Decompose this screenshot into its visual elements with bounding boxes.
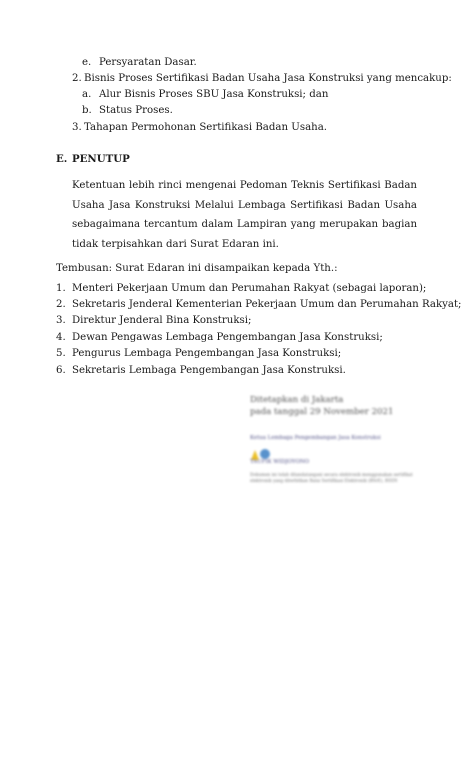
- list-marker: 4.: [56, 332, 66, 343]
- list-marker: 3.: [72, 122, 82, 133]
- list-marker: e.: [82, 57, 92, 68]
- signature-block: [250, 394, 420, 484]
- list-marker: 3.: [56, 315, 66, 326]
- cc-item: Sekretaris Lembaga Pengembangan Jasa Konstruksi.: [72, 365, 346, 376]
- list-item-text: Tahapan Permohonan Sertifikasi Badan Usaha.: [84, 122, 328, 133]
- closing-paragraph: Ketentuan lebih rinci mengenai Pedoman Teknis Sertifikasi Badan Usaha Jasa Konstruksi Melalui Lembaga Sertifikasi Badan Usaha sebagaimana tercantum dalam Lampiran yang merupakan bagian tidak terpisahkan dari Surat Edaran ini.: [72, 180, 417, 250]
- list-marker: 2.: [72, 73, 82, 84]
- cc-item: Sekretaris Jenderal Kementerian Pekerjaan Umum dan Perumahan Rakyat;: [72, 299, 462, 310]
- signatory-name: TAUFIK WIDJOYONO: [250, 459, 310, 465]
- section-marker: E.: [56, 153, 68, 165]
- cc-item: Direktur Jenderal Bina Konstruksi;: [72, 315, 252, 326]
- section-heading: PENUTUP: [72, 153, 130, 165]
- list-item-text: Bisnis Proses Sertifikasi Badan Usaha Jasa Konstruksi yang mencakup:: [84, 73, 452, 84]
- list-marker: 6.: [56, 365, 66, 376]
- list-marker: 1.: [56, 283, 66, 294]
- list-marker: 5.: [56, 348, 66, 359]
- signature-place: Ditetapkan di Jakarta: [250, 395, 344, 405]
- signature-org: Ketua Lembaga Pengembangan Jasa Konstruksi: [250, 435, 381, 441]
- list-item-text: Persyaratan Dasar.: [99, 57, 197, 68]
- list-item-text: Status Proses.: [99, 105, 173, 116]
- cc-item: Pengurus Lembaga Pengembangan Jasa Konstruksi;: [72, 348, 342, 359]
- esign-note: Dokumen ini telah ditandatangani secara elektronik menggunakan sertifikat elektronik yang diterbitkan Balai Sertifikasi Elektronik (BSrE), BSSN: [250, 472, 413, 483]
- signature-date: pada tanggal 29 November 2021: [250, 407, 394, 417]
- signature-logo: [250, 444, 420, 458]
- list-marker: b.: [82, 105, 92, 116]
- list-item-text: Alur Bisnis Proses SBU Jasa Konstruksi; dan: [99, 89, 329, 100]
- cc-label: Tembusan: Surat Edaran ini disampaikan kepada Yth.:: [56, 263, 338, 274]
- cc-item: Menteri Pekerjaan Umum dan Perumahan Rakyat (sebagai laporan);: [72, 283, 427, 294]
- list-marker: a.: [82, 89, 92, 100]
- list-marker: 2.: [56, 299, 66, 310]
- cc-item: Dewan Pengawas Lembaga Pengembangan Jasa Konstruksi;: [72, 332, 383, 343]
